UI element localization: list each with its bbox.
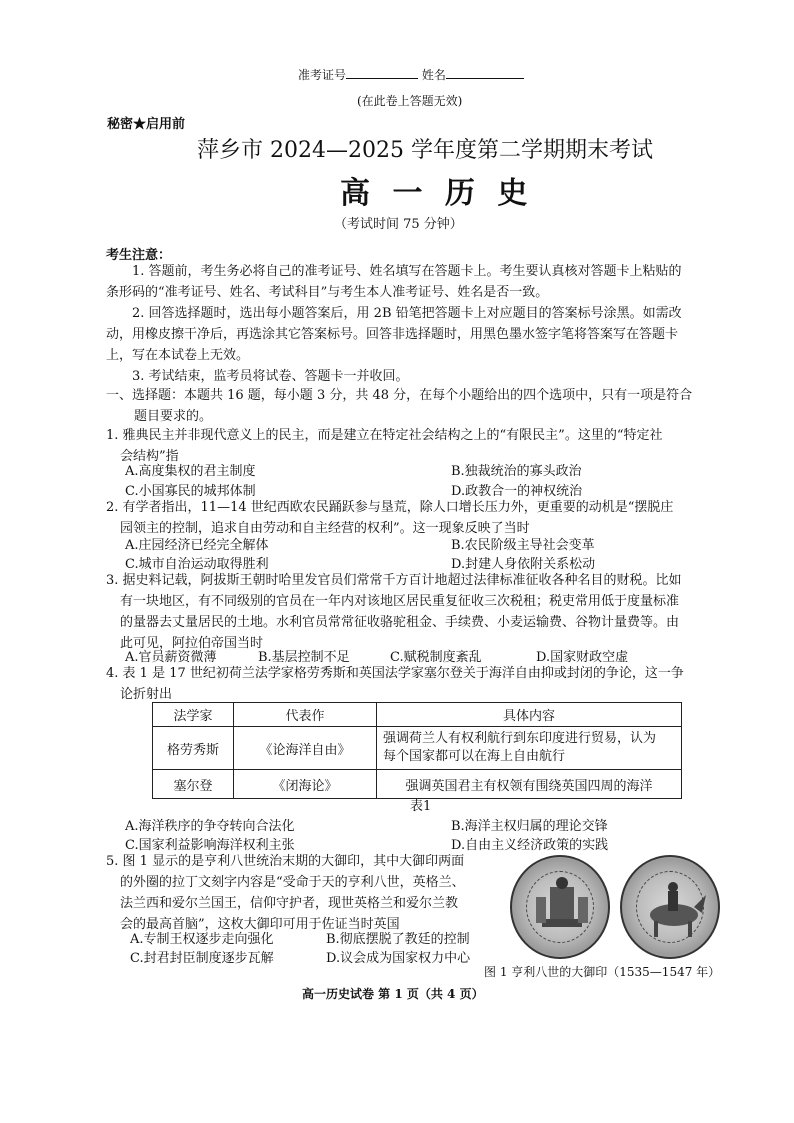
table-cell: 塞尔登 <box>153 770 234 799</box>
q1-option-b: B.独裁统治的寡头政治 <box>451 464 582 479</box>
q3-option-a: A.官员薪资微薄 <box>125 650 217 665</box>
exam-title: 萍乡市 2024—2025 学年度第二学期期末考试 <box>197 138 653 163</box>
table-caption: 表1 <box>410 799 432 814</box>
question-2 <box>106 497 673 539</box>
q1-stem-line-2: 会结构”指 <box>120 449 179 464</box>
figure-1-caption: 图 1 亨利八世的大御印（1535—1547 年） <box>484 965 721 979</box>
q4-stem-line-2: 论折射出 <box>120 687 173 702</box>
table-cell-line: 每个国家都可以在海上自由航行 <box>383 749 566 764</box>
table-cell: 《论海洋自由》 <box>234 727 377 770</box>
table-cell: 强调英国君主有权领有围绕英国四周的海洋 <box>377 770 682 799</box>
notice-item-2-line-2: 动，用橡皮擦干净后，再选涂其它答案标号。回答非选择题时，用黑色墨水签字笔将答案写在答题卡 <box>106 327 679 342</box>
exam-number-blank <box>346 64 418 79</box>
q2-option-d: D.封建人身依附关系松动 <box>451 557 596 572</box>
secret-mark: 秘密★启用前 <box>107 117 186 132</box>
table-header-cell: 具体内容 <box>377 703 682 727</box>
exam-duration: （考试时间 75 分钟） <box>334 217 463 232</box>
q1-option-c: C.小国寡民的城邦体制 <box>125 484 256 499</box>
q2-stem-line-2: 园领主的控制，追求自由劳动和自主经营的权利”。这一现象反映了当时 <box>120 521 530 536</box>
question-4 <box>106 663 684 705</box>
table-cell <box>377 727 682 770</box>
q5-option-a: A.专制王权逐步走向强化 <box>130 932 274 947</box>
q5-stem-line-4: 会的最高首脑”，这枚大御印可用于佐证当时英国 <box>120 917 400 932</box>
q3-stem-line-3: 的量器去丈量居民的土地。水利官员常常征收骆驼租金、手续费、小麦运输费、谷物计量费等。由 <box>120 615 680 630</box>
q3-stem-line-1: 3. 据史料记载，阿拔斯王朝时哈里发官员们常常千方百计地超过法律标准征收各种名目的财税。比如 <box>106 573 682 588</box>
table-row <box>153 727 682 770</box>
exam-number-label: 准考证号 <box>298 68 347 82</box>
q1-stem-line-1: 1. 雅典民主并非现代意义上的民主，而是建立在特定社会结构之上的“有限民主”。这里的“特定社 <box>106 428 663 443</box>
q4-option-d: D.自由主义经济政策的实践 <box>451 838 609 853</box>
question-5 <box>106 851 465 935</box>
exam-number-field <box>298 64 524 83</box>
great-seal-front-image <box>510 855 610 959</box>
section-1-instruction <box>106 385 692 427</box>
page-footer: 高一历史试卷 第 1 页（共 4 页） <box>302 987 484 1001</box>
q3-stem-line-2: 有一块地区，有不同级别的官员在一年内对该地区居民重复征收三次税租；税吏常用低于度量标准 <box>120 594 680 609</box>
table-cell: 《闭海论》 <box>234 770 377 799</box>
q2-option-b: B.农民阶级主导社会变革 <box>451 538 595 553</box>
q1-option-a: A.高度集权的君主制度 <box>125 464 256 479</box>
notice-item-2-line-1: 2. 回答选择题时，选出每小题答案后，用 2B 铅笔把答题卡上对应题目的答案标号涂黑。如需改 <box>132 306 682 321</box>
section-1-line-1: 一、选择题：本题共 16 题，每小题 3 分，共 48 分，在每个小题给出的四个选项中，只有一项是符合 <box>106 388 693 403</box>
q3-option-b: B.基层控制不足 <box>258 650 350 665</box>
name-blank <box>446 64 524 79</box>
table-1 <box>152 702 682 799</box>
notice-block <box>106 261 682 387</box>
q3-option-d: D.国家财政空虚 <box>536 650 629 665</box>
q5-stem-line-3: 法兰西和爱尔兰国王，信仰守护者，现世英格兰和爱尔兰教 <box>120 896 459 911</box>
notice-heading: 考生注意： <box>106 248 172 263</box>
q4-option-a: A.海洋秩序的争夺转向合法化 <box>125 819 295 834</box>
enthroned-king-icon <box>512 857 612 961</box>
q2-option-a: A.庄园经济已经完全解体 <box>125 538 269 553</box>
table-header-cell: 代表作 <box>234 703 377 727</box>
notice-item-2-line-3: 上，写在本试卷上无效。 <box>106 348 250 363</box>
table-header-row <box>153 703 682 727</box>
q4-option-c: C.国家利益影响海洋权利主张 <box>125 838 295 853</box>
notice-item-1-line-2: 条形码的“准考证号、姓名、考试科目”与考生本人准考证号、姓名是否一致。 <box>106 285 549 300</box>
q2-option-c: C.城市自治运动取得胜利 <box>125 557 269 572</box>
q5-stem-line-1: 5. 图 1 显示的是亨利八世统治末期的大御印，其中大御印两面 <box>106 854 465 869</box>
section-1-line-2: 题目要求的。 <box>134 409 213 424</box>
q5-stem-line-2: 的外圈的拉丁文刻字内容是“受命于天的亨利八世，英格兰、 <box>120 875 465 890</box>
table-cell: 格劳秀斯 <box>153 727 234 770</box>
notice-item-3: 3. 考试结束，监考员将试卷、答题卡一并收回。 <box>132 369 409 384</box>
subject-title: 高 一 历 史 <box>340 176 534 211</box>
table-cell-line: 强调荷兰人有权利航行到东印度进行贸易，认为 <box>383 731 657 746</box>
q1-option-d: D.政教合一的神权统治 <box>451 484 583 499</box>
q3-stem-line-4: 此可见，阿拉伯帝国当时 <box>120 636 264 651</box>
question-3 <box>106 570 682 654</box>
notice-item-1-line-1: 1. 答题前，考生务必将自己的准考证号、姓名填写在答题卡上。考生要认真核对答题卡上粘贴的 <box>132 264 682 279</box>
q5-option-c: C.封君封臣制度逐步瓦解 <box>130 951 274 966</box>
q4-stem-line-1: 4. 表 1 是 17 世纪初荷兰法学家格劳秀斯和英国法学家塞尔登关于海洋自由抑或封闭的争论，这一争 <box>106 666 684 681</box>
invalid-note: (在此卷上答题无效) <box>357 94 463 108</box>
name-label: 姓名 <box>421 68 446 82</box>
q5-option-d: D.议会成为国家权力中心 <box>326 951 471 966</box>
table-header-cell: 法学家 <box>153 703 234 727</box>
q3-option-c: C.赋税制度紊乱 <box>390 650 482 665</box>
q5-option-b: B.彻底摆脱了教廷的控制 <box>326 932 470 947</box>
q2-stem-line-1: 2. 有学者指出，11—14 世纪西欧农民踊跃参与垦荒，除人口增长压力外，更重要的动机是“摆脱庄 <box>106 500 674 515</box>
equestrian-king-icon <box>622 857 722 961</box>
great-seal-reverse-image <box>620 855 720 959</box>
q4-option-b: B.海洋主权归属的理论交锋 <box>451 819 608 834</box>
